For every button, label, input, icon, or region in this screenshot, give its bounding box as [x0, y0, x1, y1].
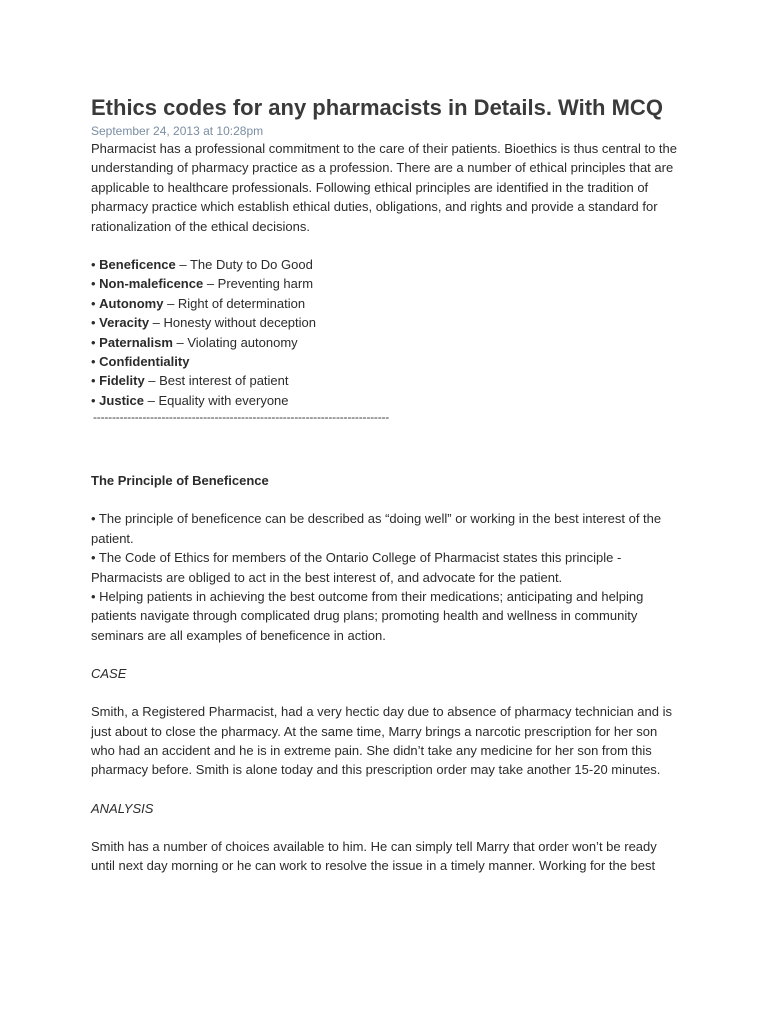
- principle-desc: – The Duty to Do Good: [175, 257, 313, 273]
- list-item: • Fidelity – Best interest of patient: [91, 373, 289, 389]
- principle-desc: – Violating autonomy: [172, 334, 298, 350]
- analysis-paragraph: Smith has a number of choices available to him. He can simply tell Marry that order won’t be ready until next day morning or he can work to resolve the issue in a timely manner. Working for the best: [91, 838, 657, 874]
- principle-name: Paternalism: [99, 334, 173, 350]
- principle-desc: – Equality with everyone: [143, 392, 289, 408]
- list-item: • Justice – Equality with everyone: [91, 392, 289, 408]
- principle-name: Beneficence: [99, 257, 176, 273]
- bullet-paragraph: • The Code of Ethics for members of the Ontario College of Pharmacist states this principle - Pharmacists are obliged to act in the best interest of, and advocate for the patient.: [91, 550, 622, 585]
- principle-name: Autonomy: [99, 295, 164, 311]
- principle-name: Non-maleficence: [99, 276, 204, 292]
- principle-desc: – Honesty without deception: [149, 315, 316, 331]
- list-item: • Veracity – Honesty without deception: [91, 315, 316, 331]
- principle-name: Veracity: [99, 315, 150, 331]
- principles-list: [91, 255, 681, 410]
- bullet-paragraph: • Helping patients in achieving the best outcome from their medications; anticipating and helping patients navigate through complicated drug plans; promoting health and wellness in community seminars are all examples of beneficence in action.: [91, 588, 644, 643]
- principle-name: Confidentiality: [99, 354, 190, 370]
- dashed-divider: ------------------------------------------------------------------------------: [93, 410, 390, 425]
- article: [91, 93, 681, 876]
- section-heading: The Principle of Beneficence: [91, 473, 269, 489]
- list-item: • Beneficence – The Duty to Do Good: [91, 257, 313, 273]
- case-label: CASE: [91, 666, 127, 682]
- principle-desc: – Best interest of patient: [144, 373, 289, 389]
- case-paragraph: Smith, a Registered Pharmacist, had a very hectic day due to absence of pharmacy technician and is just about to close the pharmacy. At the same time, Marry brings a narcotic prescription for her son who had an accident and he is in extreme pain. She didn’t take any medicine for her son from this pharmacy before. Smith is alone today and this prescription order may take another 15-20 minutes.: [91, 704, 672, 778]
- principle-desc: – Preventing harm: [203, 276, 314, 292]
- bullet-paragraph: • The principle of beneficence can be described as “doing well” or working in the best interest of the patient.: [91, 511, 662, 546]
- article-title: Ethics codes for any pharmacists in Details. With MCQ: [91, 95, 663, 120]
- list-item: • Confidentiality: [91, 354, 190, 370]
- list-item: • Paternalism – Violating autonomy: [91, 334, 298, 350]
- article-date: September 24, 2013 at 10:28pm: [91, 124, 264, 138]
- principle-desc: – Right of determination: [163, 295, 306, 311]
- analysis-label: ANALYSIS: [91, 800, 154, 816]
- principle-name: Justice: [99, 392, 144, 408]
- principle-name: Fidelity: [99, 373, 145, 389]
- intro-paragraph: Pharmacist has a professional commitment to the care of their patients. Bioethics is thus central to the understanding of pharmacy practice as a profession. There are a number of ethical principles that are applicable to healthcare professionals. Following ethical principles are identified in the tradition of pharmacy practice which establish ethical duties, obligations, and rights and provide a standard for rationalization of the ethical decisions.: [91, 141, 678, 234]
- beneficence-bullets: [91, 509, 681, 645]
- list-item: • Non-maleficence – Preventing harm: [91, 276, 314, 292]
- list-item: • Autonomy – Right of determination: [91, 295, 306, 311]
